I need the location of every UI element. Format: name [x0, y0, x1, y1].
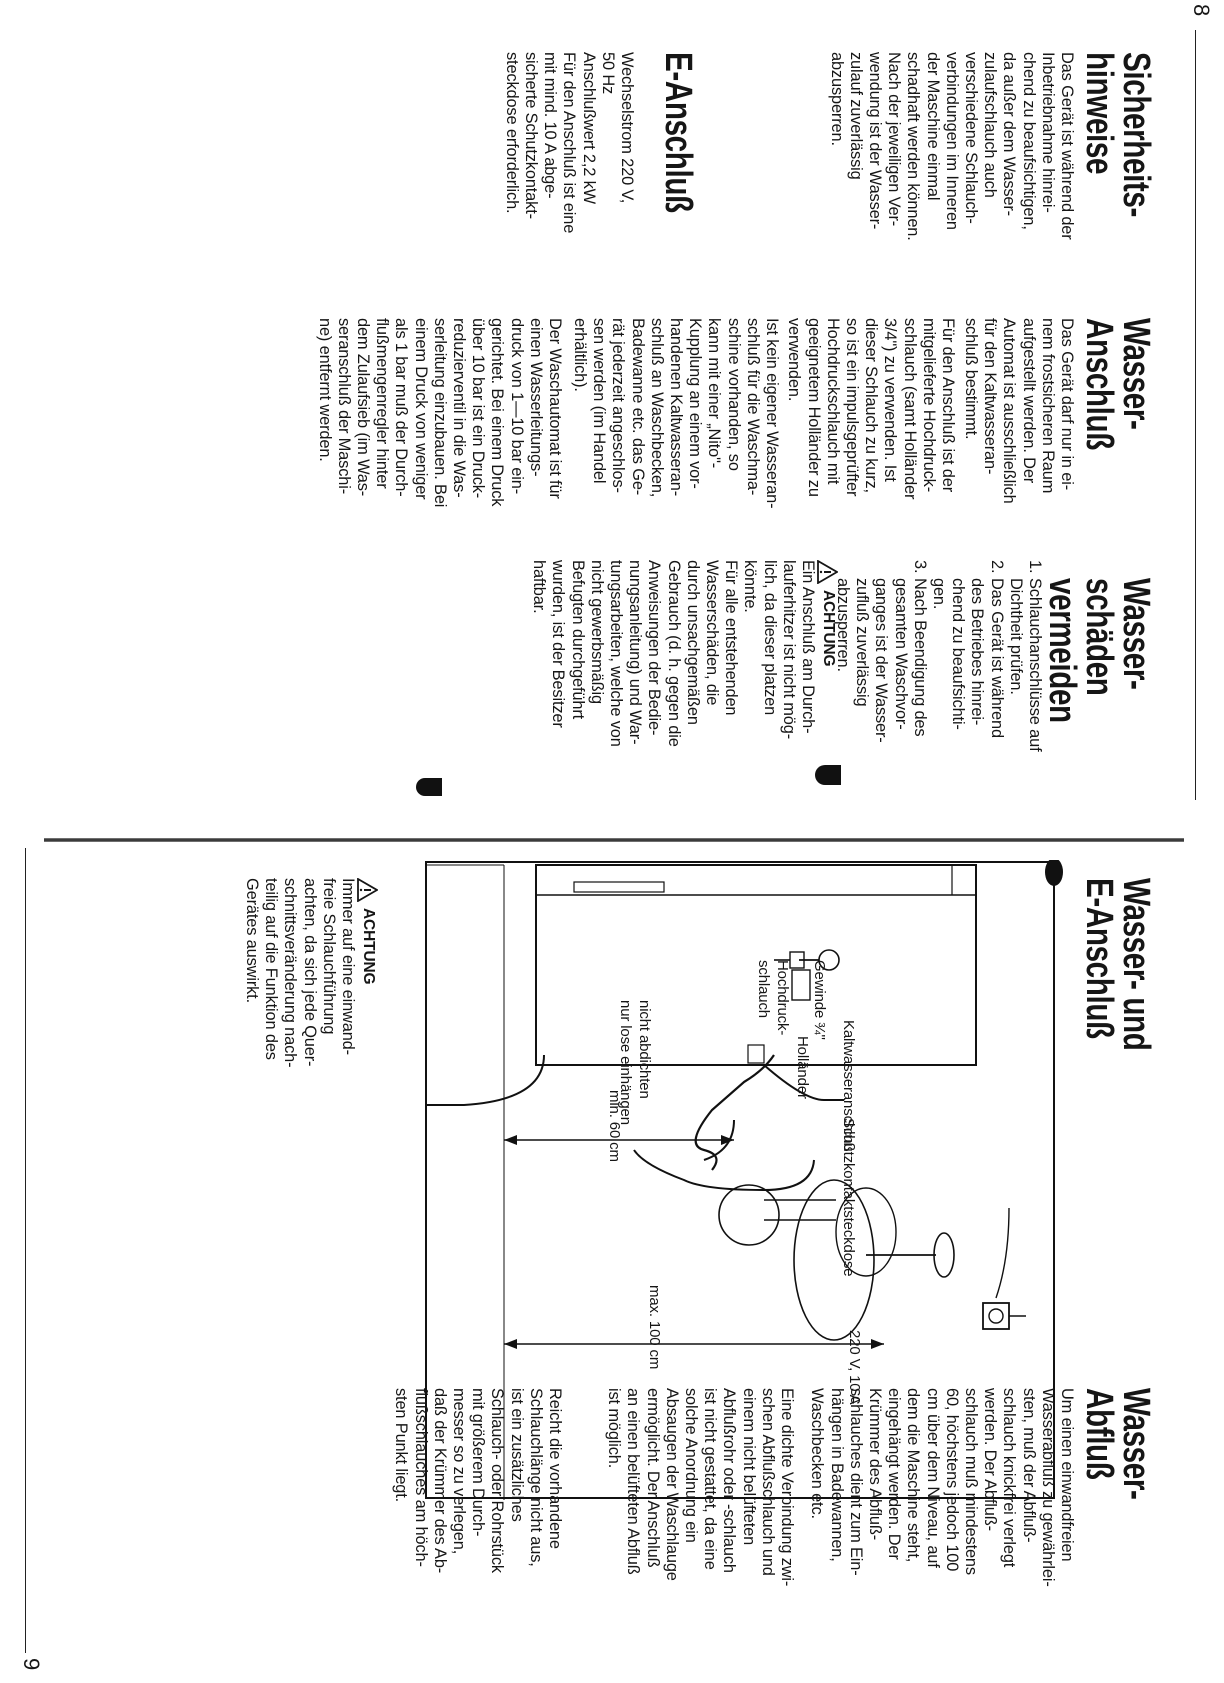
warning-title-left: ACHTUNG	[817, 560, 839, 747]
label-hollaender: Holländer	[794, 1036, 811, 1099]
warning-triangle-icon	[358, 878, 379, 902]
hose-bend-drawing	[719, 1185, 779, 1245]
label-min-60: min. 60 cm	[606, 1090, 623, 1162]
wasser-anschluss-p3: Ist kein eigener Wasseran- schluß für die Waschma- schine vorhanden, so kann mit einer „Nito"- Kupplung an einem vor- handenen Kaltwasseran- schluß an Waschbecken, Badewanne etc. das Ge- rät jederzeit angeschlos- sen werden (im Handel erhältlich).	[570, 318, 781, 509]
list-item: 2. Das Gerät ist während des Betriebes hinrei- chend zu beaufsichti- gen.	[929, 560, 1006, 738]
label-max-100: max. 100 cm	[646, 1285, 663, 1370]
punch-hole-mark	[815, 765, 841, 785]
page-number-left: 8	[1189, 4, 1214, 17]
label-kaltwasseranschluss: Kaltwasseranschluß	[840, 1020, 857, 1152]
punch-hole-mark	[1045, 860, 1063, 886]
label-volt: 220 V, 10 A	[846, 1330, 863, 1405]
warning-block-left: ACHTUNG Ein Anschluß am Durch- lauferhitzer ist nicht mög- lich, da dieser platzen könnte. Für alle entstehenden Wasserschäden, die durch unsachgemäßen Gebrauch (d. h. gegen die Anweisungen der Bedie- nungsanleitung) und War- tungsarbeiten, welche von nicht gewerbsmäßig Befugten durchgeführt wurden, ist der Besitzer haftbar.	[529, 560, 839, 747]
warning-title-right: ACHTUNG	[357, 878, 379, 1067]
heading-e-anschluss: E-Anschluß	[657, 52, 699, 213]
warning-triangle-icon	[818, 560, 839, 584]
page-divider	[44, 838, 1184, 842]
wasserschaeden-list	[833, 560, 1044, 751]
bottom-rule	[25, 848, 26, 1653]
heading-wasser-und-e-anschluss: Wasser- und E-Anschluß	[1078, 878, 1157, 1051]
page-number-right: 9	[19, 1658, 44, 1671]
heading-wasser-abfluss: Wasser- Abfluß	[1078, 1388, 1157, 1500]
list-item: 1. Schlauchanschlüsse auf Dichtheit prüfen.	[1006, 560, 1044, 752]
warning-block-right: ACHTUNG Immer auf eine einwand- freie Schlauchführung achten, da sich jede Quer- schnittsveränderung nach- teilig auf die Funktion des Gerätes auswirkt.	[242, 878, 379, 1067]
heading-wasser-anschluss: Wasser- Anschluß	[1078, 318, 1157, 450]
abfluss-p1: Um einen einwandfreien Wasserabfluß zu gewährlei- sten, muß der Abfluß- schlauch knickfrei verlegt werden. Der Abfluß- schlauch muß mindestens 60, höchstens jedoch 100 cm über dem Niveau, auf dem die Maschine steht, eingehängt werden. Der Krümmer des Abfluß- schlauches dient zum Ein- hängen in Badewannen, Waschbecken etc.	[808, 1388, 1076, 1587]
e-anschluss-text: Wechselstrom 220 V, 50 Hz Anschlußwert 2,2 kW Für den Anschluß ist eine mit mind. 10 A abge- sicherte Schutzkontakt- steckdose erforderlich.	[502, 52, 636, 234]
washing-machine-drawing	[426, 865, 976, 1105]
abfluss-p2: Eine dichte Verbindung zwi- schen Abflußschlauch und einem nicht belüfteten Abflußrohr oder -schlauch ist nicht gestattet, da eine solche Anordnung ein Absaugen der Waschlauge ermöglicht. Der Anschluß an einen belüfteten Abfluß ist möglich.	[605, 1388, 796, 1587]
drain-hose-drawing	[634, 1150, 814, 1190]
wasser-anschluss-p2: Für den Anschluß ist der mitgelieferte Hochdruck- schlauch (samt Holländer 3/4") zu verwenden. Ist dieser Schlauch zu kurz, so ist ein impulsgeprüfter Hochdruckschlauch mit geeignetem Holländer zu verwenden.	[785, 318, 957, 500]
list-item: 3. Nach Beendigung des gesamten Waschvor- ganges ist der Wasser- zufluß zuverlässig abzusperren.	[833, 560, 929, 743]
wasser-anschluss-p1: Das Gerät darf nur in ei- nem frostsicheren Raum aufgestellt werden. Der Automat ist ausschließlich für den Kaltwasseran- schluß bestimmt.	[961, 318, 1076, 504]
abfluss-p3: Reicht die vorhandene Schlauchlänge nicht aus, ist ein zusätzliches Schlauch- oder Rohrstück mit größerem Durch- messer so zu verlegen, daß der Krümmer des Ab- flußschlauches am höch- sten Punkt liegt.	[392, 1388, 564, 1574]
top-rule	[1195, 30, 1196, 800]
socket-drawing	[983, 1208, 1026, 1329]
label-gewinde: Gewinde ¾"	[811, 960, 828, 1040]
label-schutzkontaktsteckdose: Schutzkontaktsteckdose	[840, 1118, 857, 1277]
wasser-anschluss-p4: Der Waschautomat ist für einen Wasserleitungs- druck von 1—10 bar ein- gerichtet. Bei einem Druck über 10 bar ist ein Druck- reduzierventil in die Was- serleitung einzubauen. Bei einem Druck von weniger als 1 bar muß der Durch- flußmengenregler hinter dem Zulaufsieb (im Was- seranschluß der Maschi- ne) entfernt werden.	[315, 318, 564, 508]
heading-sicherheitshinweise: Sicherheits- hinweise	[1078, 52, 1157, 217]
label-abdichten: nicht abdichten nur lose einhängen	[616, 1000, 653, 1125]
punch-hole-mark	[416, 778, 442, 796]
label-hochdruckschlauch: Hochdruck- schlauch	[754, 960, 791, 1036]
heading-wasserschaeden: Wasser- schäden vermeiden	[1041, 578, 1157, 723]
basin-drawing	[764, 1180, 954, 1340]
sicherheit-text: Das Gerät ist während der Inbetriebnahme hinrei- chend zu beaufsichtigen, da außer dem Wasser- zulaufschlauch auch verschiedene Schlauch- verbindungen im Inneren der Maschine einmal schadhaft werden können. Nach der jeweiligen Ver- wendung ist der Wasser- zulauf zuverlässig abzusperren.	[827, 52, 1076, 241]
hose-drawing	[696, 1055, 774, 1170]
